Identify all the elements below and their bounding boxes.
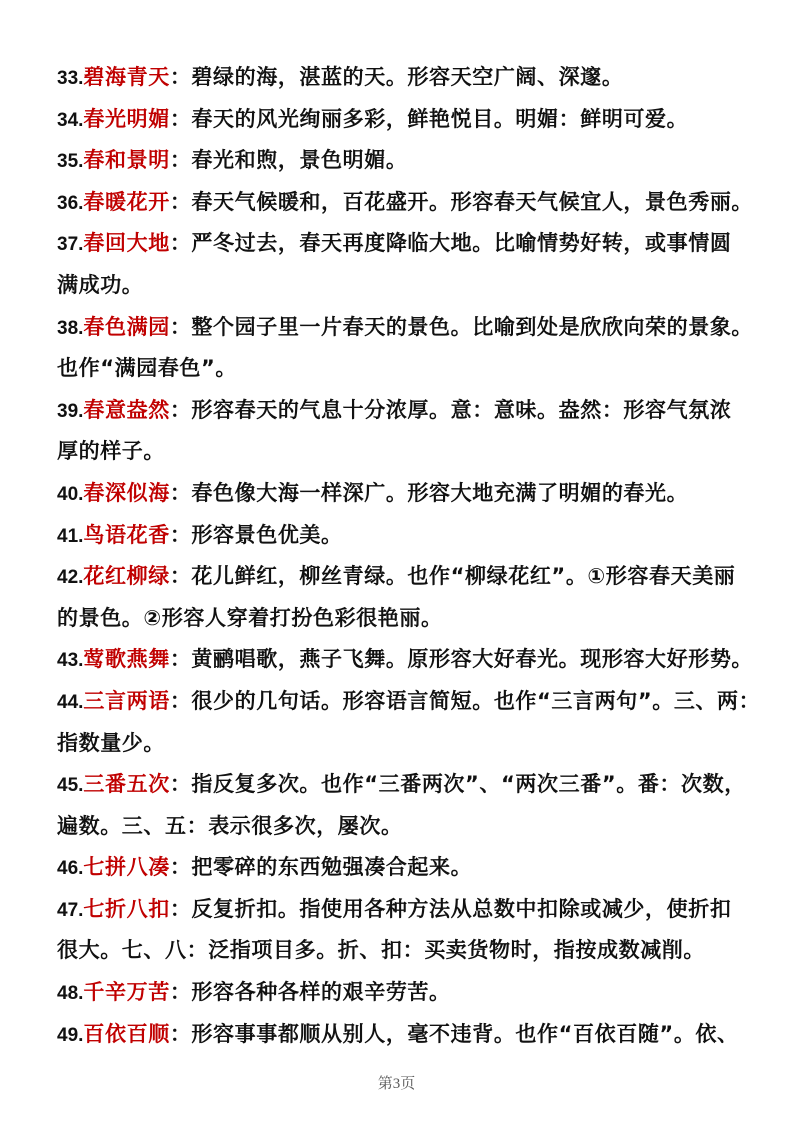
idiom-term: 三番五次 (83, 772, 170, 797)
idiom-definition: ：指反复多次。也作“三番两次”、“两次三番”。番：次数， (169, 772, 746, 797)
idiom-entry-continuation (57, 930, 747, 972)
idiom-entry (57, 764, 747, 806)
idiom-term: 春回大地 (83, 231, 170, 256)
entry-number: 38. (57, 317, 84, 339)
entry-number: 34. (57, 109, 84, 131)
idiom-definition: ：碧绿的海，湛蓝的天。形容天空广阔、深邃。 (169, 65, 624, 89)
idiom-term: 三言两语 (83, 688, 170, 713)
idiom-entry-continuation (57, 265, 747, 307)
idiom-definition: ：形容事事都顺从别人，毫不违背。也作“百依百随”。依、 (169, 1021, 739, 1046)
idiom-definition: 的景色。②形容人穿着打扮色彩很艳丽。 (57, 605, 443, 630)
idiom-definition: ：严冬过去，春天再度降临大地。比喻情势好转，或事情圆 (169, 231, 732, 256)
idiom-term: 七折八扣 (83, 896, 170, 921)
idiom-definition: ：反复折扣。指使用各种方法从总数中扣除或减少，使折扣 (169, 896, 732, 921)
entry-number: 33. (57, 68, 84, 89)
idiom-entry (57, 390, 747, 432)
idiom-entry (57, 515, 747, 557)
idiom-entry (57, 99, 747, 141)
idiom-term: 春深似海 (83, 480, 170, 505)
idiom-term: 七拼八凑 (83, 855, 170, 880)
entry-number: 39. (57, 400, 84, 422)
idiom-definition: 也作“满园春色”。 (57, 356, 238, 381)
idiom-definition: 满成功。 (57, 272, 144, 297)
entry-number: 36. (57, 192, 84, 214)
entry-number: 40. (57, 483, 84, 505)
idiom-definition: ：黄鹂唱歌，燕子飞舞。原形容大好春光。现形容大好形势。 (169, 647, 754, 672)
idiom-entry (57, 1014, 747, 1056)
idiom-term: 春和景明 (83, 148, 170, 173)
idiom-definition: ：形容春天的气息十分浓厚。意：意味。盎然：形容气氛浓 (169, 397, 732, 422)
idiom-entry (57, 307, 754, 349)
idiom-definition: ：春色像大海一样深广。形容大地充满了明媚的春光。 (169, 480, 689, 505)
idiom-entry-continuation (57, 806, 747, 848)
idiom-definition: ：把零碎的东西勉强凑合起来。 (169, 855, 473, 880)
idiom-entry (57, 889, 747, 931)
document-page (57, 57, 761, 1055)
idiom-definition: ：很少的几句话。形容语言简短。也作“三言两句”。三、两： (169, 688, 761, 713)
idiom-term: 花红柳绿 (83, 564, 170, 589)
entry-number: 47. (57, 899, 84, 921)
entry-number: 49. (57, 1024, 84, 1046)
idiom-term: 千辛万苦 (83, 980, 170, 1005)
idiom-term: 春意盎然 (83, 397, 170, 422)
idiom-entry-continuation (57, 431, 747, 473)
entry-number: 35. (57, 151, 84, 173)
idiom-entry (57, 182, 754, 224)
entry-number: 37. (57, 234, 84, 256)
idiom-entry-continuation (57, 723, 747, 765)
entry-number: 41. (57, 525, 84, 547)
idiom-term: 碧海青天 (83, 65, 170, 89)
page-number: 第3页 (377, 1076, 416, 1092)
idiom-term: 百依百顺 (83, 1021, 170, 1046)
idiom-definition: 厚的样子。 (57, 439, 165, 464)
idiom-entry (57, 140, 747, 182)
idiom-definition: ：形容景色优美。 (169, 522, 343, 547)
idiom-definition: ：春光和煦，景色明媚。 (169, 148, 408, 173)
idiom-entry (57, 473, 747, 515)
idiom-entry (57, 681, 761, 723)
entry-number: 46. (57, 858, 84, 880)
idiom-entry-continuation (57, 348, 747, 390)
idiom-definition: 指数量少。 (57, 730, 165, 755)
idiom-definition: ：花儿鲜红，柳丝青绿。也作“柳绿花红”。①形容春天美丽 (169, 564, 736, 589)
idiom-entry (57, 556, 747, 598)
idiom-entry (57, 639, 754, 681)
entry-number: 44. (57, 691, 84, 713)
idiom-definition: ：整个园子里一片春天的景色。比喻到处是欣欣向荣的景象。 (169, 314, 754, 339)
idiom-definition: ：春天的风光绚丽多彩，鲜艳悦目。明媚：鲜明可爱。 (169, 106, 689, 131)
idiom-definition: 遍数。三、五：表示很多次，屡次。 (57, 813, 403, 838)
idiom-definition: ：春天气候暖和，百花盛开。形容春天气候宜人，景色秀丽。 (169, 189, 754, 214)
idiom-term: 春光明媚 (83, 106, 170, 131)
entry-number: 48. (57, 983, 84, 1005)
idiom-term: 鸟语花香 (83, 522, 170, 547)
idiom-definition: 很大。七、八：泛指项目多。折、扣：买卖货物时，指按成数减削。 (57, 938, 705, 963)
idiom-entry (57, 57, 747, 99)
idiom-term: 莺歌燕舞 (83, 647, 170, 672)
idiom-entry (57, 847, 747, 889)
entry-number: 43. (57, 650, 84, 672)
entry-number: 45. (57, 775, 84, 797)
idiom-term: 春暖花开 (83, 189, 170, 214)
idiom-term: 春色满园 (83, 314, 170, 339)
idiom-entry (57, 972, 747, 1014)
entry-number: 42. (57, 567, 84, 589)
idiom-entry (57, 223, 747, 265)
idiom-definition: ：形容各种各样的艰辛劳苦。 (169, 980, 451, 1005)
idiom-entry-continuation (57, 598, 747, 640)
